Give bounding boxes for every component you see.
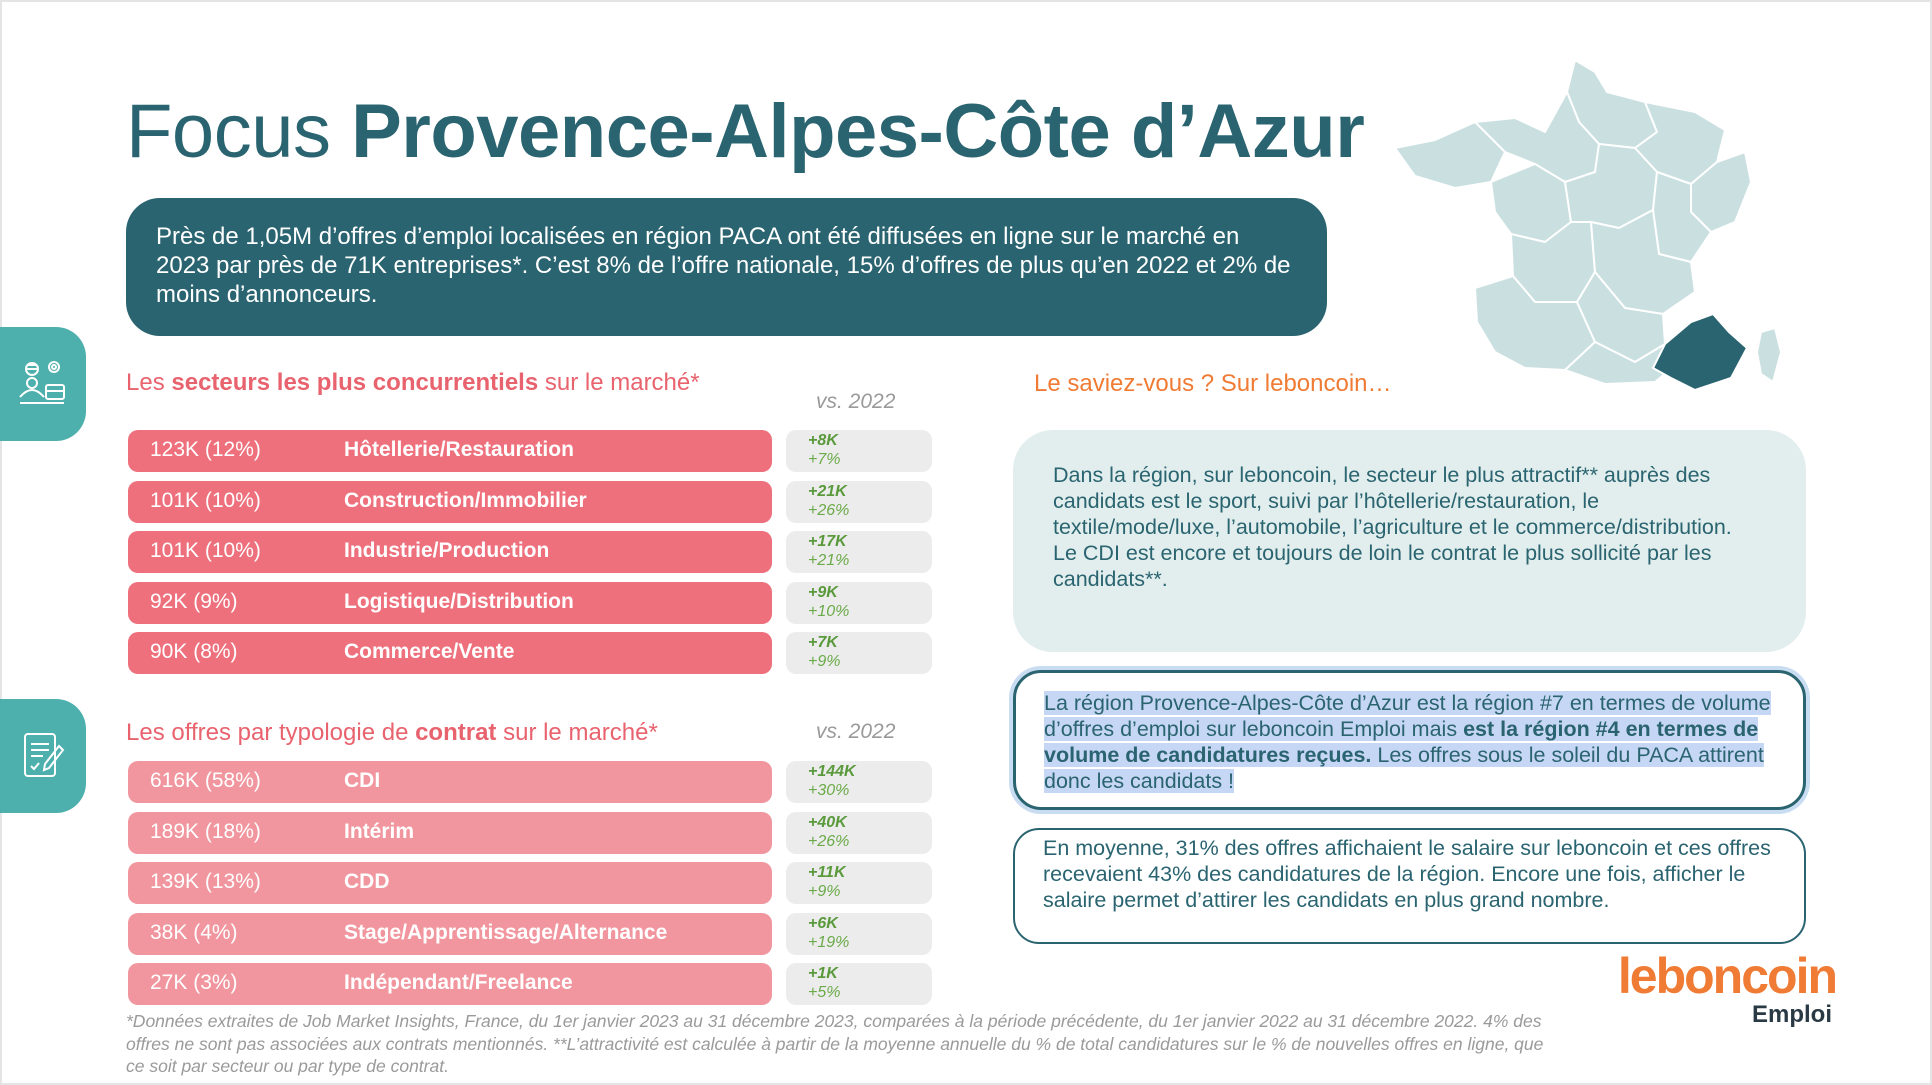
footnote: *Données extraites de Job Market Insights, France, du 1er janvier 2023 au 31 décembre 2023, comparées à la période précédente, du 1er janvier 2022 au 31 décembre 2022. 4% des offres ne sont pas associées aux contrats mentionnés. **L’attractivité est calculée à partir de la moyenne annuelle du % de total candidatures sur le % de nouvelles offres en ligne, que ce soit par secteur ou par type de contrat. [126, 1011, 1544, 1076]
contracts-vs-label: vs. 2022 [816, 720, 896, 743]
contracts-label: Indépendant/Freelance [344, 971, 573, 994]
contracts-label: CDI [344, 769, 381, 792]
sectors-value: 101K (10%) [150, 489, 261, 512]
saviez-heading: Le saviez-vous ? Sur leboncoin… [1034, 370, 1392, 397]
contracts-delta [786, 812, 932, 854]
sectors-vs-label: vs. 2022 [816, 390, 896, 413]
contracts-delta [786, 761, 932, 803]
side-tab-sectors [0, 327, 86, 441]
contracts-value: 616K (58%) [150, 769, 261, 792]
page-title [126, 88, 1364, 175]
sectors-delta-abs: +21K [808, 483, 847, 500]
contracts-delta-pct: +5% [808, 984, 841, 1001]
contracts-delta-abs: +40K [808, 814, 847, 831]
sectors-value: 123K (12%) [150, 438, 261, 461]
france-map-icon [1395, 52, 1795, 452]
info-box-ranking-part2: Les offres sous le soleil du PACA attirent donc les candidats ! [1044, 743, 1764, 793]
title-region: Provence-Alpes-Côte d’Azur [351, 89, 1365, 174]
sectors-bar [128, 632, 772, 674]
contracts-delta [786, 862, 932, 904]
sectors-label: Hôtellerie/Restauration [344, 438, 574, 461]
contracts-delta-pct: +26% [808, 833, 850, 850]
contracts-delta [786, 913, 932, 955]
info-box-salary: En moyenne, 31% des offres affichaient le salaire sur leboncoin et ces offres recevaient 43% des candidatures de la région. Encore une fois, afficher le salaire permet d’attirer les candidats en plus grand nombre. [1013, 828, 1806, 944]
contracts-bar [128, 812, 772, 854]
logo-sub: Emploi [1751, 1001, 1832, 1028]
sectors-bar [128, 481, 772, 523]
sectors-heading: Les secteurs les plus concurrentiels sur le marché* [126, 369, 700, 396]
sectors-delta [786, 481, 932, 523]
contracts-bar [128, 963, 772, 1005]
intro-box: Près de 1,05M d’offres d’emploi localisées en région PACA ont été diffusées en ligne sur le marché en 2023 par près de 71K entreprises*. C’est 8% de l’offre nationale, 15% d’offres de plus qu’en 2022 et 2% de moins d’annonceurs. [126, 198, 1327, 336]
workers-gears-icon [16, 357, 70, 411]
sectors-delta-abs: +9K [808, 584, 838, 601]
sectors-label: Commerce/Vente [344, 640, 515, 663]
info-box-ranking-part1: La région Provence-Alpes-Côte d’Azur est la région #7 en termes de volume d’offres d’emploi sur leboncoin Emploi mais [1044, 691, 1771, 741]
contracts-delta-abs: +6K [808, 915, 838, 932]
contracts-label: CDD [344, 870, 390, 893]
leboncoin-logo[interactable] [1606, 950, 1836, 1028]
contracts-delta-abs: +11K [808, 864, 846, 881]
contracts-value: 139K (13%) [150, 870, 261, 893]
sectors-label: Industrie/Production [344, 539, 550, 562]
logo-brand: leboncoin [1617, 948, 1836, 1004]
sectors-delta-abs: +7K [808, 634, 838, 651]
sectors-label: Logistique/Distribution [344, 590, 574, 613]
sectors-delta-pct: +9% [808, 653, 841, 670]
contracts-delta-abs: +1K [808, 965, 838, 982]
contracts-label: Intérim [344, 820, 415, 843]
sectors-value: 90K (8%) [150, 640, 238, 663]
contracts-bar [128, 761, 772, 803]
sectors-bar [128, 531, 772, 573]
sectors-value: 92K (9%) [150, 590, 238, 613]
contracts-delta [786, 963, 932, 1005]
info-box-ranking-bold: est la région #4 en termes de volume de candidatures reçues. [1044, 717, 1759, 767]
contracts-value: 27K (3%) [150, 971, 238, 994]
sectors-bar [128, 582, 772, 624]
contracts-value: 189K (18%) [150, 820, 261, 843]
contract-document-icon [19, 728, 67, 784]
sectors-bar [128, 430, 772, 472]
contracts-delta-abs: +144K [808, 763, 856, 780]
info-box-attractivity [1013, 430, 1806, 652]
side-tab-contracts [0, 699, 86, 813]
sectors-delta [786, 430, 932, 472]
info-box-attractivity-line2: Le CDI est encore et toujours de loin le contrat le plus sollicité par les candidats**. [1053, 541, 1712, 591]
title-prefix: Focus [126, 89, 352, 174]
sectors-delta-pct: +21% [808, 552, 850, 569]
sectors-label: Construction/Immobilier [344, 489, 587, 512]
info-box-attractivity-line1: Dans la région, sur leboncoin, le secteur le plus attractif** auprès des candidats est le sport, suivi par l’hôtellerie/restauration, le textile/mode/luxe, l’automobile, l’agriculture et le commerce/distribution. [1053, 463, 1732, 539]
contracts-value: 38K (4%) [150, 921, 238, 944]
contracts-bar [128, 913, 772, 955]
contracts-heading: Les offres par typologie de contrat sur le marché* [126, 719, 658, 746]
contracts-bar [128, 862, 772, 904]
sectors-delta-pct: +26% [808, 502, 850, 519]
sectors-delta-pct: +10% [808, 603, 850, 620]
contracts-delta-pct: +30% [808, 782, 850, 799]
sectors-delta-pct: +7% [808, 451, 841, 468]
sectors-value: 101K (10%) [150, 539, 261, 562]
sectors-delta [786, 582, 932, 624]
sectors-delta [786, 632, 932, 674]
sectors-delta [786, 531, 932, 573]
contracts-delta-pct: +9% [808, 883, 841, 900]
contracts-label: Stage/Apprentissage/Alternance [344, 921, 668, 944]
sectors-delta-abs: +17K [808, 533, 847, 550]
info-box-ranking[interactable] [1013, 670, 1806, 810]
contracts-delta-pct: +19% [808, 934, 850, 951]
sectors-delta-abs: +8K [808, 432, 838, 449]
